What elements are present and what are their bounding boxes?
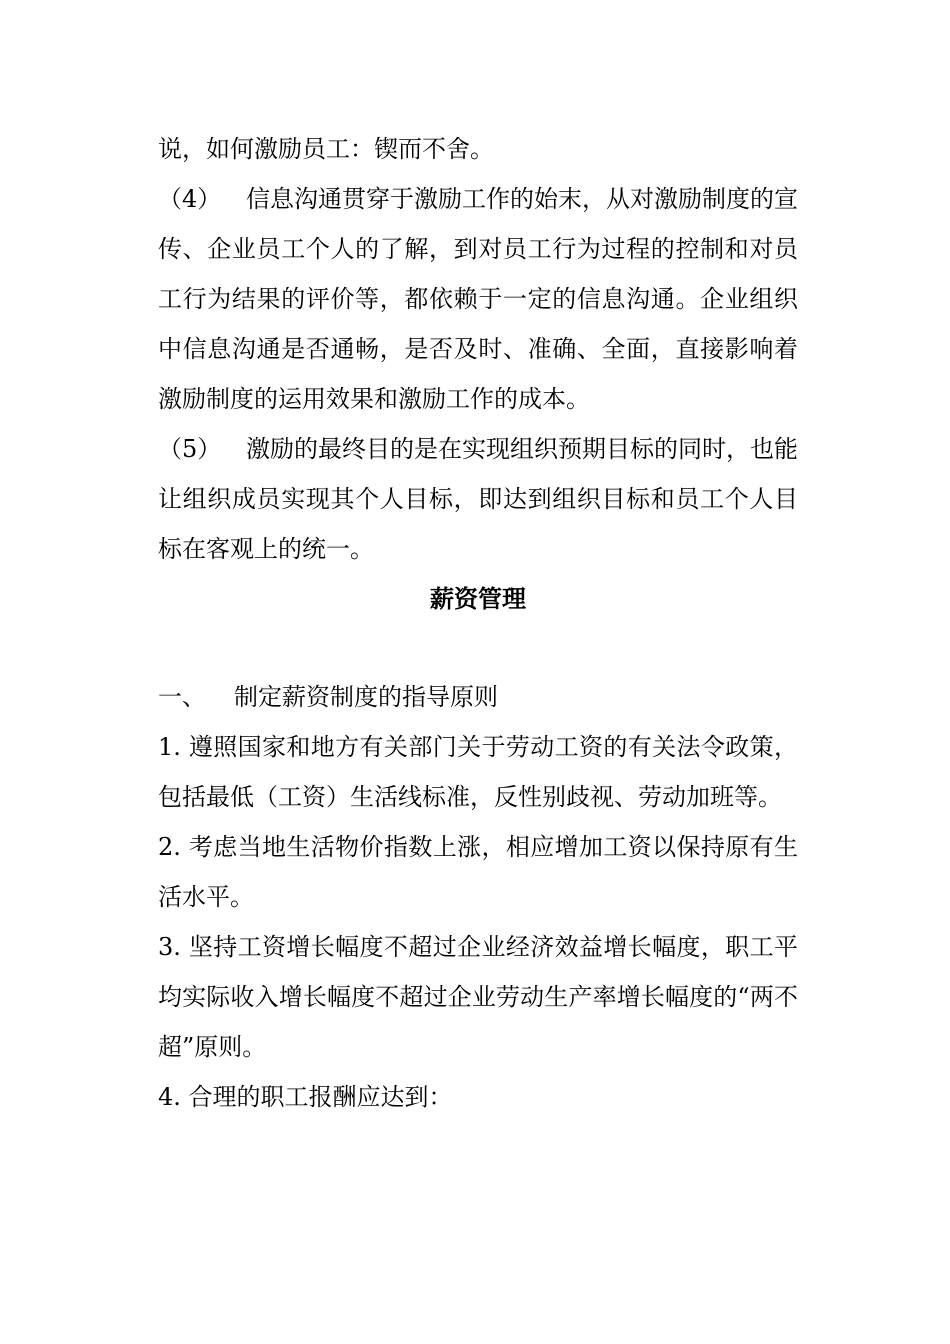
principle-4: 4. 合理的职工报酬应达到： bbox=[158, 1083, 453, 1111]
paragraph-text: 信息沟通贯穿于激励工作的始末，从对激励制度的宣传、企业员工个人的了解，到对员工行为过程的控制和对员工行为结果的评价等，都依赖于一定的信息沟通。企业组织中信息沟通是否通畅，是否及时、准确、全面，直接影响着激励制度的运用效果和激励工作的成本。 bbox=[158, 185, 798, 413]
principle-1: 1. 遵照国家和地方有关部门关于劳动工资的有关法令政策，包括最低（工资）生活线标准，反性别歧视、劳动加班等。 bbox=[158, 733, 798, 811]
sub-heading bbox=[158, 672, 798, 722]
paragraph-text: 说，如何激励员工：锲而不舍。 bbox=[158, 135, 494, 163]
principle-3: 3. 坚持工资增长幅度不超过企业经济效益增长幅度，职工平均实际收入增长幅度不超过企业劳动生产率增长幅度的“两不超”原则。 bbox=[158, 933, 798, 1061]
section-title: 薪资管理 bbox=[430, 584, 526, 613]
document-page bbox=[158, 124, 798, 1122]
paragraph-continuation bbox=[158, 124, 798, 174]
sub-heading-marker: 一、 bbox=[158, 683, 206, 711]
principle-2: 2. 考虑当地生活物价指数上涨，相应增加工资以保持原有生活水平。 bbox=[158, 833, 798, 911]
paragraph-text: 激励的最终目的是在实现组织预期目标的同时，也能让组织成员实现其个人目标，即达到组织目标和员工个人目标在客观上的统一。 bbox=[158, 435, 798, 563]
item-number: （4） bbox=[158, 185, 222, 213]
item-number: （5） bbox=[158, 435, 222, 463]
paragraph-item-5 bbox=[158, 424, 798, 574]
sub-heading-text: 制定薪资制度的指导原则 bbox=[234, 683, 498, 711]
paragraph-item-4 bbox=[158, 174, 798, 424]
section-gap bbox=[158, 624, 798, 672]
